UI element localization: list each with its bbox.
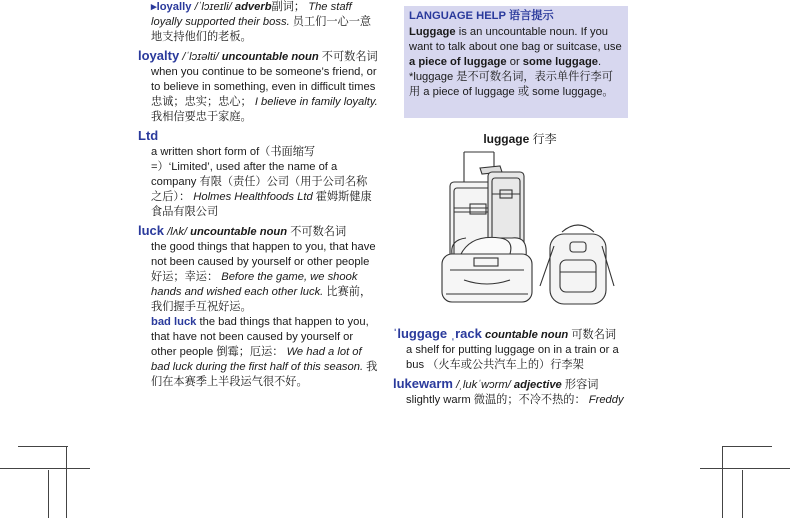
part-of-speech: uncountable noun: [190, 226, 288, 238]
definition: [138, 240, 378, 315]
definition-text: a shelf for putting luggage on in a train or a bus: [406, 344, 619, 371]
entry-luggage-rack: [393, 326, 633, 373]
part-of-speech: adjective: [513, 379, 562, 391]
sub-entry-bad-luck: [138, 315, 378, 390]
caption-word: luggage: [483, 132, 530, 146]
definition-cn: （火车或公共汽车上的）行李架: [427, 359, 584, 371]
example: The staff loyally supported their boss.: [151, 1, 352, 28]
part-of-speech: countable noun: [484, 329, 569, 341]
image-caption: [460, 130, 580, 147]
caption-cn: 行李: [532, 132, 557, 146]
pos-cn: 不可数名词: [321, 51, 378, 63]
crop-mark: [0, 468, 90, 469]
language-help-cn: *luggage 是不可数名词，表示单件行李可用 a piece of luggage 或 some luggage。: [409, 71, 614, 98]
pronunciation: /ˌlukˈwɔrm/: [456, 379, 511, 391]
definition: [138, 65, 378, 125]
part-of-speech: adverb: [234, 1, 272, 13]
headword: loyalty: [138, 48, 180, 63]
entry-loyalty: [138, 48, 378, 125]
example-cn: 我相信要忠于家庭。: [151, 111, 252, 123]
pos-cn: 形容词: [564, 379, 599, 391]
pos-cn: 可数名词: [571, 329, 617, 341]
crop-mark: [66, 446, 67, 518]
pos-cn: 不可数名词: [290, 226, 347, 238]
definition-cn: 倒霉；厄运：: [216, 346, 284, 358]
headword: luck: [138, 223, 165, 238]
luggage-illustration: [430, 146, 630, 324]
title-en: LANGUAGE HELP: [409, 10, 506, 22]
definition-cn: 有限（责任）公司（用于公司名称之后）：: [151, 176, 368, 203]
entry-lukewarm: [393, 376, 633, 408]
pronunciation: /ˈlɔɪeɪli/: [194, 1, 232, 13]
crop-mark: [722, 446, 772, 447]
example: I believe in family loyalty.: [254, 96, 378, 108]
crop-mark: [722, 446, 723, 518]
definition-text: the bad things that happen to you, that have not been caused by yourself or other people: [151, 316, 369, 358]
example-cn: 比赛前，我们握手互祝好运。: [151, 286, 372, 313]
crop-mark: [742, 470, 743, 518]
language-help-text: [409, 26, 622, 68]
headword: ▸loyally: [151, 1, 192, 13]
headword: ˈluggage ˌrack: [393, 326, 482, 341]
example: Holmes Healthfoods Ltd: [193, 191, 313, 203]
entry-luck: [138, 223, 378, 390]
example-cn: 员工们一心一意地支持他们的老板。: [151, 16, 372, 43]
lh-phrase: some luggage: [522, 56, 599, 68]
example: Freddy: [588, 394, 624, 406]
part-of-speech: uncountable noun: [221, 51, 319, 63]
crop-mark: [48, 470, 49, 518]
example: We had a lot of bad luck during the first half of this season.: [151, 346, 364, 373]
example-cn: 霍姆斯健康食品有限公司: [151, 191, 372, 218]
language-help-title: [409, 9, 623, 24]
definition-cn: 忠诚；忠实；忠心；: [151, 96, 252, 108]
definition-cn: 好运；幸运：: [151, 271, 219, 283]
definition: [393, 343, 633, 373]
crop-mark: [700, 468, 790, 469]
definition-text: when you continue to be someone’s friend, or to believe in something, even in difficult times: [151, 66, 377, 93]
lh-text: or: [506, 56, 523, 68]
title-cn: 语言提示: [508, 10, 554, 22]
definition-text: slightly warm: [406, 394, 471, 406]
definition-text: the good things that happen to you, that have not been caused by yourself or other people: [151, 241, 376, 268]
lh-text: is an uncountable noun. If you want to talk about one bag or suitcase, use: [409, 26, 622, 53]
example-cn: 我们在本赛季上半段运气很不好。: [151, 361, 378, 388]
pronunciation: /ˈlɔɪəlti/: [182, 51, 219, 63]
right-column: [393, 326, 633, 408]
pos-cn: 副词；: [271, 1, 306, 13]
lh-phrase: a piece of luggage: [409, 56, 507, 68]
entry-ltd: [138, 128, 378, 220]
lh-text: .: [598, 56, 602, 68]
example: Before the game, we shook hands and wished each other luck.: [151, 271, 358, 298]
definition-text: a written short form of（书面缩写 =）‘Limited’, used after the name of a company: [151, 146, 338, 188]
entry-loyally: [138, 0, 378, 45]
definition-cn: 微温的；不冷不热的：: [473, 394, 586, 406]
sub-headword: bad luck: [151, 316, 197, 328]
language-help-box: [404, 6, 628, 118]
lh-word: Luggage: [409, 26, 456, 38]
headword: Ltd: [138, 128, 159, 143]
definition: [393, 393, 633, 408]
headword: lukewarm: [393, 376, 453, 391]
left-column: [138, 0, 378, 390]
crop-mark: [18, 446, 68, 447]
pronunciation: /lʌk/: [167, 226, 188, 238]
definition: [138, 145, 378, 220]
